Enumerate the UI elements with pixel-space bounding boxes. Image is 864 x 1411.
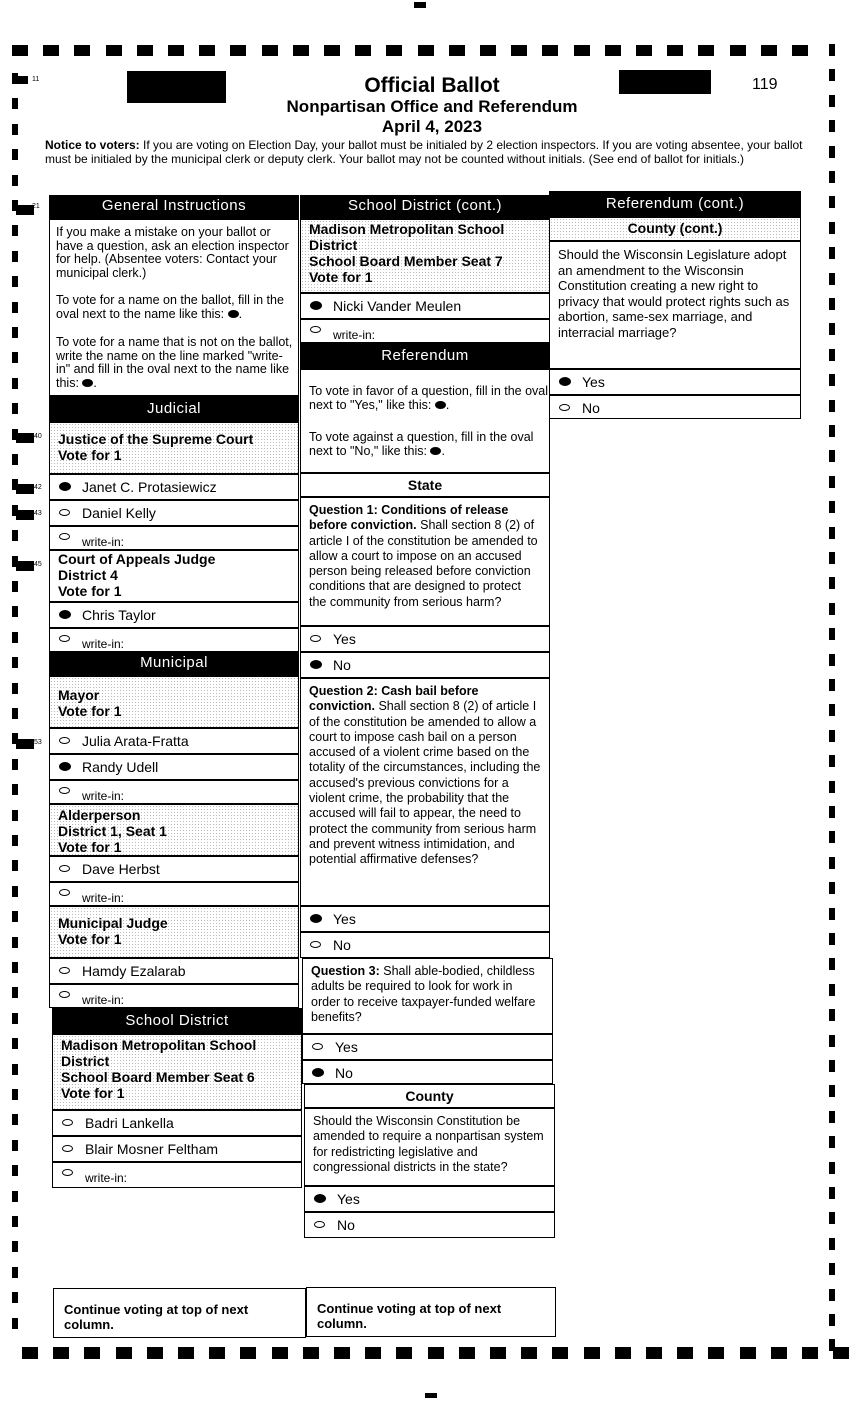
- oval-icon[interactable]: [59, 967, 70, 974]
- timing-mark: [490, 1347, 506, 1359]
- timing-mark: [829, 628, 835, 640]
- timing-mark: [16, 510, 34, 520]
- timing-mark: [771, 1347, 787, 1359]
- race-header-school-board-seat-7: Madison Metropolitan School District School Board Member Seat 7 Vote for 1: [300, 219, 550, 293]
- candidate-option[interactable]: Julia Arata-Fratta: [49, 728, 299, 754]
- timing-mark: [199, 45, 215, 56]
- timing-mark: [829, 704, 835, 716]
- timing-mark: [829, 273, 835, 285]
- timing-mark: [12, 403, 18, 414]
- timing-mark: [12, 276, 18, 287]
- timing-mark: [12, 530, 18, 541]
- timing-mark: [829, 1314, 835, 1326]
- oval-icon[interactable]: [59, 635, 70, 642]
- oval-filled-icon[interactable]: [59, 482, 71, 491]
- no-option[interactable]: No: [302, 1060, 553, 1084]
- candidate-option[interactable]: Hamdy Ezalarab: [49, 958, 299, 984]
- timing-mark: [829, 450, 835, 462]
- continue-note: Continue voting at top of next column.: [53, 1288, 306, 1338]
- oval-icon[interactable]: [62, 1145, 73, 1152]
- question-3: Question 3: Shall able-bodied, childless adults be required to look for work in order to receive taxpayer-funded welfare benefits?: [302, 958, 553, 1034]
- timing-mark: [829, 323, 835, 335]
- timing-mark: [355, 45, 371, 56]
- referendum-header: Referendum: [300, 343, 550, 369]
- timing-mark: [12, 683, 18, 694]
- school-district-cont-header: School District (cont.): [300, 195, 550, 219]
- question-2: Question 2: Cash bail before conviction. Shall section 8 (2) of article I of the constitution be amended to allow a court to impose cash bail on a person accused of a violent crime based on the totality of the circumstances, including the accused's previous convictions for a violent crime, the probability that the accused will fail to appear, the need to protect the community from serious harm and prevent witness intimidation, and potential affirmative defenses?: [300, 678, 550, 906]
- timing-mark: [829, 222, 835, 234]
- timing-mark: [12, 251, 18, 262]
- timing-mark: [12, 45, 28, 56]
- timing-mark: [12, 378, 18, 389]
- race-header-school-board-seat-6: Madison Metropolitan School District School Board Member Seat 6 Vote for 1: [52, 1034, 302, 1110]
- filled-oval-icon: [82, 379, 93, 387]
- ballot-subtitle: Nonpartisan Office and Referendum: [286, 97, 578, 116]
- timing-mark: [12, 911, 18, 922]
- timing-mark: [84, 1347, 100, 1359]
- candidate-option[interactable]: Badri Lankella: [52, 1110, 302, 1136]
- county-cont-header: County (cont.): [549, 217, 801, 241]
- timing-mark: [829, 933, 835, 945]
- oval-icon[interactable]: [59, 889, 70, 896]
- timing-mark: [829, 984, 835, 996]
- write-in-option[interactable]: write-in:: [52, 1162, 302, 1188]
- timing-mark: [418, 45, 434, 56]
- question-1: Question 1: Conditions of release before conviction. Shall section 8 (2) of article I of the constitution be amended to allow a court to impose on an accused person being released before conviction conditions that are designed to protect the community from serious harm?: [300, 497, 550, 626]
- timing-mark: [829, 882, 835, 894]
- timing-mark: [12, 860, 18, 871]
- timing-mark: [480, 45, 496, 56]
- oval-icon[interactable]: [59, 533, 70, 540]
- timing-mark: [829, 1339, 835, 1351]
- yes-option[interactable]: Yes: [300, 626, 550, 652]
- timing-mark: [802, 1347, 818, 1359]
- timing-mark: [209, 1347, 225, 1359]
- timing-mark: [147, 1347, 163, 1359]
- timing-mark: [293, 45, 309, 56]
- write-in-option[interactable]: write-in:: [49, 882, 299, 906]
- timing-mark: [74, 45, 90, 56]
- timing-mark: [12, 1318, 18, 1329]
- timing-mark: [829, 349, 835, 361]
- race-header-mayor: Mayor Vote for 1: [49, 676, 299, 728]
- county-header: County: [304, 1084, 555, 1108]
- timing-mark: [829, 1187, 835, 1199]
- timing-mark: [12, 657, 18, 668]
- timing-mark: [12, 1216, 18, 1227]
- margin-number: 40: [34, 433, 42, 440]
- candidate-option[interactable]: Chris Taylor: [49, 602, 299, 628]
- timing-mark: [829, 1212, 835, 1224]
- timing-mark: [698, 45, 714, 56]
- timing-mark: [272, 1347, 288, 1359]
- instruction-text: To vote in favor of a question, fill in the oval next to "Yes," like this: .: [309, 384, 549, 412]
- margin-number: 11: [32, 76, 40, 83]
- oval-filled-icon[interactable]: [59, 762, 71, 771]
- oval-filled-icon[interactable]: [59, 610, 71, 619]
- general-instructions-header: General Instructions: [49, 195, 299, 219]
- timing-mark: [386, 45, 402, 56]
- timing-mark: [12, 1038, 18, 1049]
- timing-mark: [43, 45, 59, 56]
- timing-mark: [106, 45, 122, 56]
- timing-mark: [12, 1241, 18, 1252]
- margin-number: 42: [34, 484, 42, 491]
- timing-mark: [12, 581, 18, 592]
- timing-mark: [16, 433, 34, 443]
- timing-mark: [16, 561, 34, 571]
- timing-mark: [829, 781, 835, 793]
- timing-mark: [262, 45, 278, 56]
- timing-mark: [829, 146, 835, 158]
- timing-mark: [334, 1347, 350, 1359]
- timing-mark: [829, 476, 835, 488]
- oval-icon[interactable]: [310, 941, 321, 948]
- write-in-option[interactable]: write-in:: [49, 526, 299, 550]
- candidate-option[interactable]: Janet C. Protasiewicz: [49, 474, 299, 500]
- timing-mark: [829, 730, 835, 742]
- timing-mark: [425, 1393, 437, 1398]
- timing-mark: [12, 1191, 18, 1202]
- write-in-option[interactable]: write-in:: [49, 628, 299, 652]
- timing-mark: [12, 1089, 18, 1100]
- referendum-cont-header: Referendum (cont.): [549, 191, 801, 217]
- oval-icon[interactable]: [59, 991, 70, 998]
- timing-mark: [12, 937, 18, 948]
- timing-mark: [829, 1009, 835, 1021]
- yes-option[interactable]: Yes: [549, 369, 801, 395]
- timing-mark: [708, 1347, 724, 1359]
- timing-mark: [829, 831, 835, 843]
- timing-mark: [12, 1140, 18, 1151]
- timing-mark: [12, 454, 18, 465]
- timing-mark: [22, 1347, 38, 1359]
- oval-icon[interactable]: [62, 1169, 73, 1176]
- timing-mark: [829, 806, 835, 818]
- timing-mark: [829, 44, 835, 56]
- timing-mark: [730, 45, 746, 56]
- timing-mark: [829, 1289, 835, 1301]
- candidate-option[interactable]: Daniel Kelly: [49, 500, 299, 526]
- timing-mark: [16, 739, 34, 749]
- timing-mark: [12, 1013, 18, 1024]
- timing-mark: [12, 784, 18, 795]
- instruction-text: If you make a mistake on your ballot or have a question, ask an election inspector for help. (Absentee voters: Contact your municipal clerk.): [56, 225, 289, 280]
- margin-number: 53: [34, 739, 42, 746]
- oval-icon[interactable]: [310, 635, 321, 642]
- timing-mark: [12, 302, 18, 313]
- ballot-title: Official Ballot: [364, 74, 500, 97]
- oval-filled-icon[interactable]: [312, 1068, 324, 1077]
- no-option[interactable]: No: [549, 395, 801, 419]
- yes-option[interactable]: Yes: [304, 1186, 555, 1212]
- timing-mark: [584, 1347, 600, 1359]
- judicial-header: Judicial: [49, 396, 299, 422]
- oval-filled-icon[interactable]: [559, 377, 571, 386]
- timing-mark: [677, 1347, 693, 1359]
- timing-mark: [829, 501, 835, 513]
- write-in-option[interactable]: write-in:: [300, 319, 550, 343]
- oval-icon[interactable]: [59, 509, 70, 516]
- candidate-option[interactable]: Dave Herbst: [49, 856, 299, 882]
- timing-mark: [829, 1035, 835, 1047]
- timing-mark: [449, 45, 465, 56]
- instruction-text: To vote against a question, fill in the oval next to "No," like this: .: [309, 430, 534, 458]
- timing-mark: [365, 1347, 381, 1359]
- oval-icon[interactable]: [559, 404, 570, 411]
- oval-filled-icon[interactable]: [310, 914, 322, 923]
- timing-mark: [829, 857, 835, 869]
- timing-mark: [574, 45, 590, 56]
- timing-mark: [829, 1111, 835, 1123]
- timing-mark: [12, 632, 18, 643]
- oval-icon[interactable]: [310, 326, 321, 333]
- timing-mark: [396, 1347, 412, 1359]
- oval-icon[interactable]: [314, 1221, 325, 1228]
- timing-mark: [615, 1347, 631, 1359]
- timing-mark: [12, 987, 18, 998]
- oval-filled-icon[interactable]: [310, 301, 322, 310]
- oval-icon[interactable]: [62, 1119, 73, 1126]
- timing-mark: [833, 1347, 849, 1359]
- timing-mark: [12, 327, 18, 338]
- timing-mark: [12, 962, 18, 973]
- timing-mark: [829, 654, 835, 666]
- notice-to-voters: Notice to voters: If you are voting on Election Day, your ballot must be initialed by 2 election inspectors. If you are voting absentee, your ballot must be initialed by the municipal clerk or deputy clerk. Your ballot may not be counted without initials. (See end of ballot for initials.): [45, 138, 803, 166]
- oval-filled-icon[interactable]: [314, 1194, 326, 1203]
- timing-mark: [459, 1347, 475, 1359]
- filled-oval-icon: [435, 401, 446, 409]
- timing-mark: [829, 1162, 835, 1174]
- timing-mark: [542, 45, 558, 56]
- timing-mark: [829, 400, 835, 412]
- timing-mark: [230, 45, 246, 56]
- margin-number: 43: [34, 510, 42, 517]
- timing-mark: [53, 1347, 69, 1359]
- ballot-date: April 4, 2023: [381, 117, 483, 136]
- timing-mark: [552, 1347, 568, 1359]
- write-in-option[interactable]: write-in:: [49, 984, 299, 1008]
- race-header-alderperson: Alderperson District 1, Seat 1 Vote for 1: [49, 804, 299, 856]
- oval-icon[interactable]: [59, 865, 70, 872]
- timing-mark: [605, 45, 621, 56]
- timing-mark: [12, 352, 18, 363]
- timing-mark: [829, 603, 835, 615]
- timing-mark: [324, 45, 340, 56]
- timing-mark: [646, 1347, 662, 1359]
- timing-mark: [740, 1347, 756, 1359]
- timing-mark: [12, 175, 18, 186]
- municipal-header: Municipal: [49, 652, 299, 676]
- no-option[interactable]: No: [300, 652, 550, 678]
- timing-mark: [829, 679, 835, 691]
- timing-mark: [12, 1165, 18, 1176]
- timing-mark: [12, 810, 18, 821]
- timing-mark: [178, 1347, 194, 1359]
- timing-mark: [12, 886, 18, 897]
- yes-option[interactable]: Yes: [302, 1034, 553, 1060]
- margin-number: 21: [32, 203, 40, 210]
- state-header: State: [300, 473, 550, 497]
- timing-mark: [829, 1085, 835, 1097]
- candidate-option[interactable]: Blair Mosner Feltham: [52, 1136, 302, 1162]
- timing-mark: [16, 484, 34, 494]
- timing-mark: [12, 606, 18, 617]
- timing-mark: [829, 1136, 835, 1148]
- timing-mark: [12, 1292, 18, 1303]
- timing-mark: [521, 1347, 537, 1359]
- timing-mark: [829, 374, 835, 386]
- timing-mark: [761, 45, 777, 56]
- county-question: Should the Wisconsin Constitution be amended to require a nonpartisan system for redistricting legislative and congressional districts in the state?: [304, 1108, 555, 1186]
- instruction-text: To vote for a name on the ballot, fill in the oval next to the name like this: .: [56, 293, 284, 321]
- timing-mark: [829, 552, 835, 564]
- timing-mark: [829, 1060, 835, 1072]
- race-header-appeals-judge: Court of Appeals Judge District 4 Vote for 1: [49, 550, 299, 602]
- timing-mark: [636, 45, 652, 56]
- timing-mark: [829, 171, 835, 183]
- oval-icon[interactable]: [59, 787, 70, 794]
- write-in-option[interactable]: write-in:: [49, 780, 299, 804]
- timing-mark: [12, 149, 18, 160]
- no-option[interactable]: No: [300, 932, 550, 958]
- timing-mark: [12, 1064, 18, 1075]
- timing-mark: [511, 45, 527, 56]
- timing-mark: [829, 908, 835, 920]
- timing-mark: [168, 45, 184, 56]
- margin-number: 45: [34, 561, 42, 568]
- timing-mark: [829, 196, 835, 208]
- timing-mark: [829, 577, 835, 589]
- timing-mark: [414, 2, 426, 8]
- timing-mark: [829, 1238, 835, 1250]
- continue-note: Continue voting at top of next column.: [306, 1287, 556, 1337]
- timing-mark: [829, 755, 835, 767]
- county-privacy-question: Should the Wisconsin Legislature adopt an amendment to the Wisconsin Constitution creating a new right to privacy that would protect rights such as abortion, same-sex marriage, and interracial marriage?: [549, 241, 801, 369]
- yes-option[interactable]: Yes: [300, 906, 550, 932]
- school-district-header: School District: [52, 1008, 302, 1034]
- timing-mark: [137, 45, 153, 56]
- ballot-number: 119: [752, 76, 778, 93]
- no-option[interactable]: No: [304, 1212, 555, 1238]
- timing-mark: [829, 425, 835, 437]
- timing-mark: [829, 247, 835, 259]
- oval-icon[interactable]: [59, 737, 70, 744]
- timing-mark: [667, 45, 683, 56]
- filled-oval-icon: [228, 310, 239, 318]
- timing-mark: [829, 1263, 835, 1275]
- race-header-municipal-judge: Municipal Judge Vote for 1: [49, 906, 299, 958]
- oval-icon[interactable]: [312, 1043, 323, 1050]
- timing-mark: [12, 835, 18, 846]
- timing-mark: [792, 45, 808, 56]
- timing-mark: [829, 958, 835, 970]
- timing-mark: [116, 1347, 132, 1359]
- filled-oval-icon: [430, 447, 441, 455]
- instruction-text: To vote for a name that is not on the ballot, write the name on the line marked "write-in" and fill in the oval next to the name like this: .: [56, 335, 293, 390]
- oval-filled-icon[interactable]: [310, 660, 322, 669]
- timing-mark: [240, 1347, 256, 1359]
- timing-mark: [829, 298, 835, 310]
- timing-mark: [12, 1267, 18, 1278]
- timing-mark: [12, 708, 18, 719]
- timing-mark: [303, 1347, 319, 1359]
- candidate-option[interactable]: Randy Udell: [49, 754, 299, 780]
- timing-mark: [12, 759, 18, 770]
- timing-mark: [829, 527, 835, 539]
- timing-mark: [12, 225, 18, 236]
- race-header-supreme-court: Justice of the Supreme Court Vote for 1: [49, 422, 299, 474]
- timing-mark: [12, 1114, 18, 1125]
- candidate-option[interactable]: Nicki Vander Meulen: [300, 293, 550, 319]
- timing-mark: [428, 1347, 444, 1359]
